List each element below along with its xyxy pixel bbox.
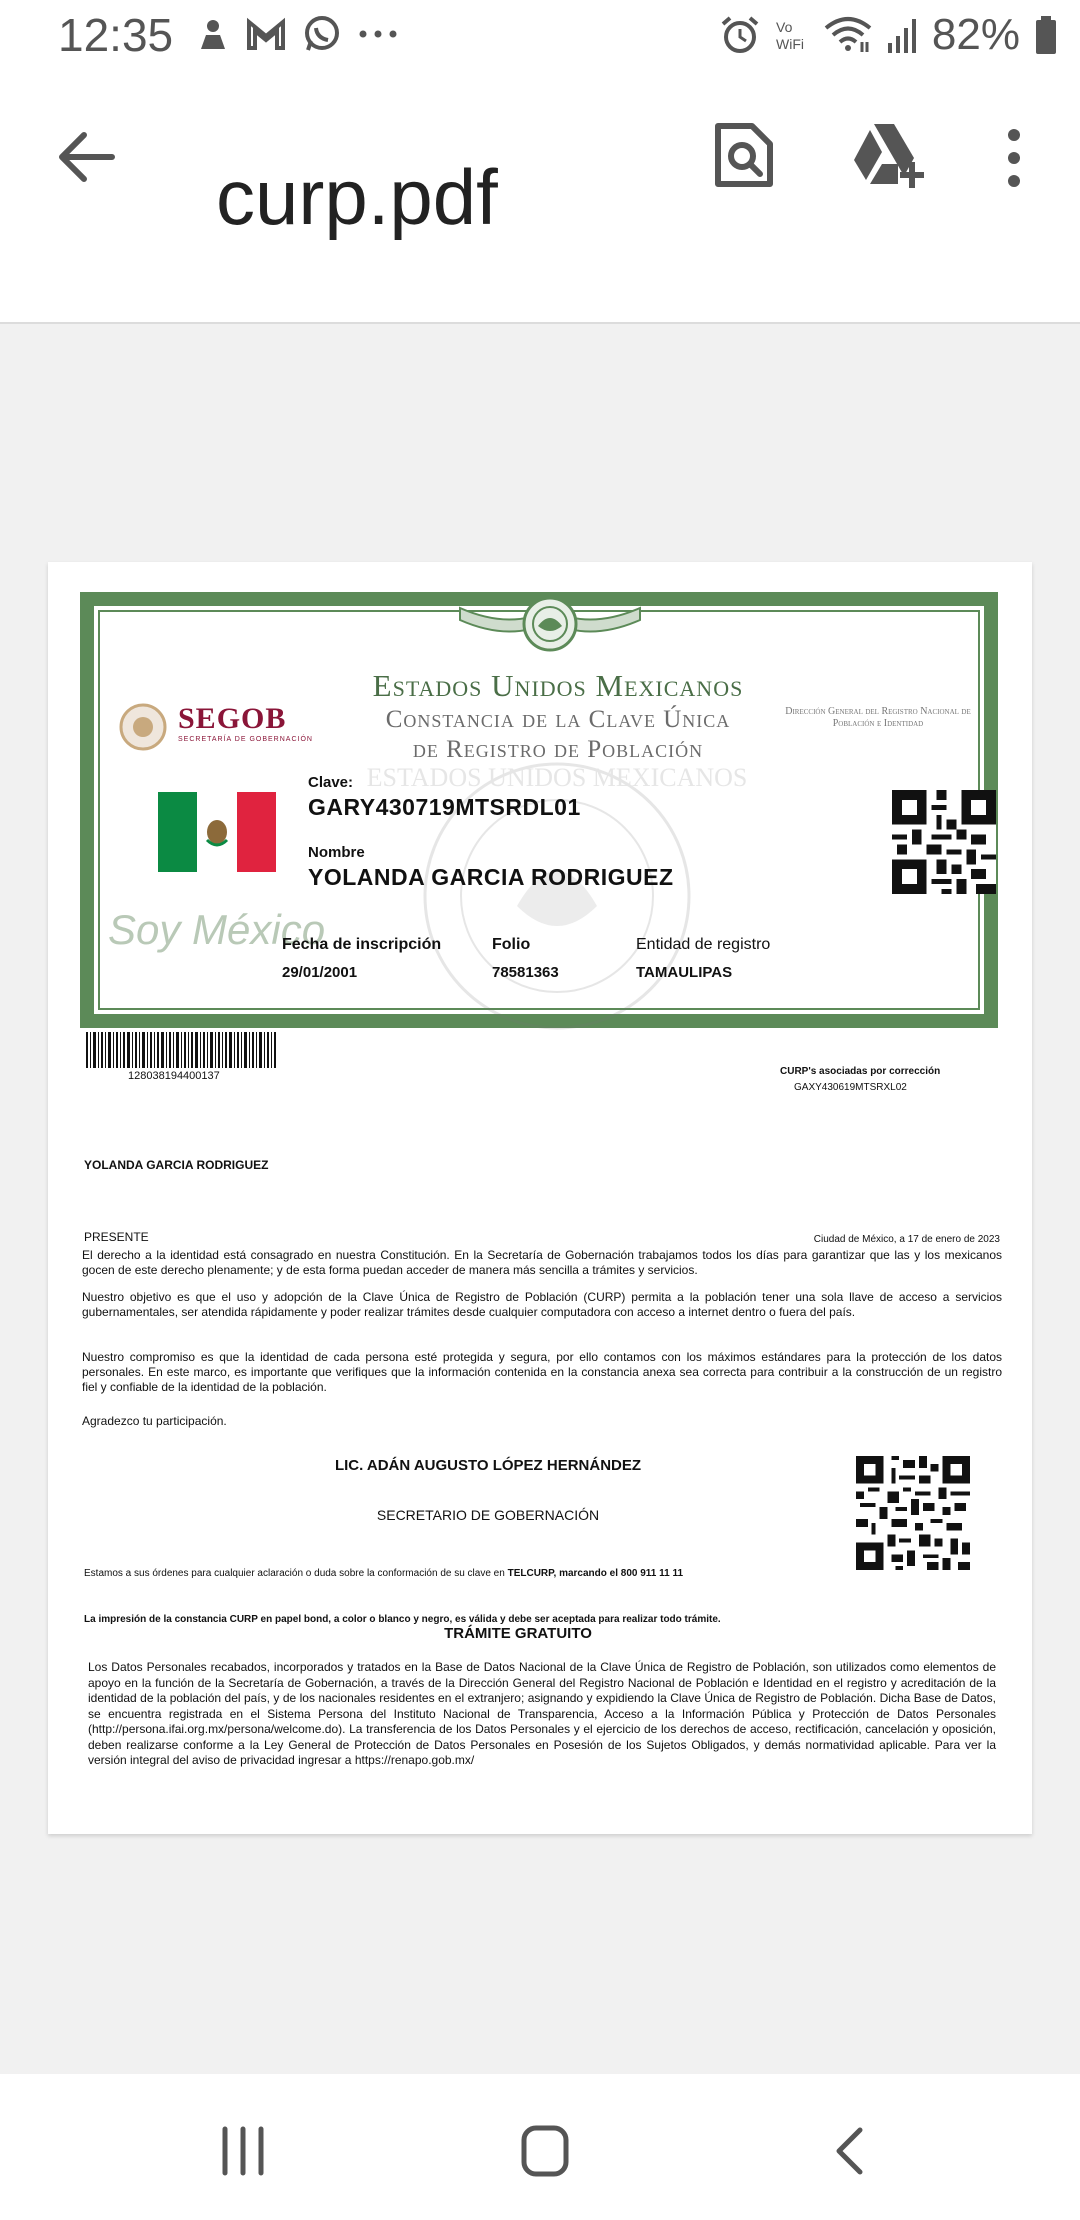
tramite-gratuito: TRÁMITE GRATUITO (444, 1625, 592, 1642)
alarm-icon (720, 15, 760, 55)
navigation-bar (0, 2074, 1080, 2220)
more-notifications-icon (358, 29, 398, 39)
home-icon[interactable] (520, 2124, 570, 2178)
certificate-subheading-1: Constancia de la Clave Única (385, 706, 731, 733)
print-notice: La impresión de la constancia CURP en papel bond, a color o blanco y negro, es válida y debe ser aceptada para realizar todo trámite. (84, 1614, 721, 1625)
segob-seal-icon (118, 702, 168, 752)
place-date: Ciudad de México, a 17 de enero de 2023 (813, 1234, 1000, 1245)
svg-text:WiFi: WiFi (775, 36, 804, 52)
app-bar (0, 72, 1080, 324)
fecha-label: Fecha de inscripción (282, 936, 442, 953)
thanks-text: Agradezco tu participación. (82, 1414, 227, 1428)
presente-label: PRESENTE (84, 1230, 149, 1244)
more-options-icon[interactable] (996, 128, 1032, 188)
notification-icons (196, 14, 398, 54)
nombre-label: Nombre (308, 844, 365, 861)
paragraph-identity: El derecho a la identidad está consagrado en nuestra Constitución. En la Secretaría de Gobernación trabajamos todos los días para garantizar que las y los mexicanos gocen de este derecho plenamente; y de esta forma puedan acceder de manera más sencilla a trámites y servicios. (82, 1248, 1002, 1277)
signer-title: SECRETARIO DE GOBERNACIÓN (376, 1507, 600, 1523)
folio-label: Folio (492, 936, 531, 953)
svg-text:Vo: Vo (775, 19, 793, 35)
back-arrow-icon[interactable] (54, 126, 116, 188)
folio-value: 78581363 (492, 964, 559, 981)
svg-text:ESTADOS UNIDOS MEXICANOS: ESTADOS UNIDOS MEXICANOS (366, 763, 748, 792)
qr-code-icon (892, 790, 996, 894)
contact-line (84, 1566, 683, 1581)
status-time: 12:35 (58, 9, 174, 61)
fecha-value: 29/01/2001 (282, 964, 358, 981)
segob-subtitle: SECRETARÍA DE GOBERNACIÓN (178, 736, 313, 743)
status-bar (0, 0, 1080, 72)
privacy-notice: Los Datos Personales recabados, incorporados y tratados en la Base de Datos Nacional de la Clave Única de Registro de Población, son utilizados como elementos de apoyo en la función de la Secretaría de Gobernación, a través de la Dirección General del Registro Nacional de Población e Identidad en el registro y acreditación de la identidad de la población del país, y de los nacionales residentes en el extranjero; asignando y expidiendo la Clave Única de Registro de Población. Dicha Base de Datos, se encuentra registrada en el Sistema Persona del Instituto Nacional de Transparencia, Acceso a la Información Pública y Protección de Datos Personales (http://persona.ifai.org.mx/persona/welcome.do). La transferencia de los Datos Personales y el ejercicio de los derechos de acceso, rectificación, cancelación y oposición, deben realizarse conforme a la Ley General de Protección de Datos Personales en Posesión de los Sujetos Obligados, y demás normatividad aplicable. Para ver la versión integral del aviso de privacidad ingresar a https://renapo.gob.mx/ (88, 1660, 996, 1767)
signature-qr-code-icon (856, 1456, 970, 1570)
curps-associated-label: CURP's asociadas por corrección (780, 1066, 941, 1077)
wifi-icon (824, 16, 872, 54)
battery-percent: 82% (931, 10, 1020, 59)
back-icon[interactable] (834, 2126, 864, 2176)
paragraph-commitment: Nuestro compromiso es que la identidad de cada persona esté protegida y segura, por ello contamos con los máximos estándares para la protección de los datos personales. En este marco, es importante que verifiques que la información contenida en la constancia anexa sea correcta para contribuir a la construcción de un registro fiel y confiable de la identidad de la población. (82, 1350, 1002, 1394)
entidad-label: Entidad de registro (636, 936, 771, 953)
person-notification-icon (196, 17, 230, 51)
telcurp-number: TELCURP, marcando el 800 911 11 11 (507, 1568, 684, 1579)
gmail-icon (246, 18, 286, 50)
battery-icon (1034, 15, 1058, 55)
whatsapp-icon (302, 14, 342, 54)
segob-logo-text: SEGOB (178, 702, 287, 735)
recipient-name: YOLANDA GARCIA RODRIGUEZ (84, 1158, 269, 1172)
barcode-number: 128038194400137 (128, 1070, 220, 1082)
entidad-value: TAMAULIPAS (636, 964, 733, 981)
curps-associated-value: GAXY430619MTSRXL02 (794, 1082, 907, 1093)
clave-label: Clave: (308, 774, 354, 791)
direccion-general-label: Dirección General del Registro Nacional de Población e Identidad (785, 706, 971, 729)
find-in-page-icon[interactable] (714, 122, 774, 188)
recents-icon[interactable] (220, 2126, 266, 2176)
contact-text: Estamos a sus órdenes para cualquier aclaración o duda sobre la conformación de su clave en (84, 1568, 505, 1579)
mexican-flag-icon (158, 792, 276, 872)
vowifi-icon (774, 17, 810, 53)
certificate-subheading-2: de Registro de Población (412, 736, 704, 763)
add-to-drive-icon[interactable] (852, 122, 924, 188)
barcode-icon (86, 1032, 276, 1068)
signer-name: LIC. ADÁN AUGUSTO LÓPEZ HERNÁNDEZ (334, 1457, 642, 1474)
pdf-page[interactable] (48, 562, 1032, 1834)
national-crest-icon (450, 590, 650, 658)
system-icons (720, 10, 1058, 60)
curp-certificate (80, 592, 998, 1028)
paragraph-objective: Nuestro objetivo es que el uso y adopción de la Clave Única de Registro de Población (CURP) permita a la población tener una sola llave de acceso a servicios gubernamentales, ser atendida rápidamente y poder realizar trámites desde cualquier computadora con acceso a internet dentro o fuera del país. (82, 1290, 1002, 1319)
soy-mexico-text: Soy México (108, 906, 326, 953)
certificate-heading: Estados Unidos Mexicanos (372, 668, 744, 703)
clave-value: GARY430719MTSRDL01 (308, 794, 581, 820)
nombre-value: YOLANDA GARCIA RODRIGUEZ (308, 864, 674, 890)
signal-icon (886, 17, 918, 53)
document-title: curp.pdf (216, 153, 498, 241)
